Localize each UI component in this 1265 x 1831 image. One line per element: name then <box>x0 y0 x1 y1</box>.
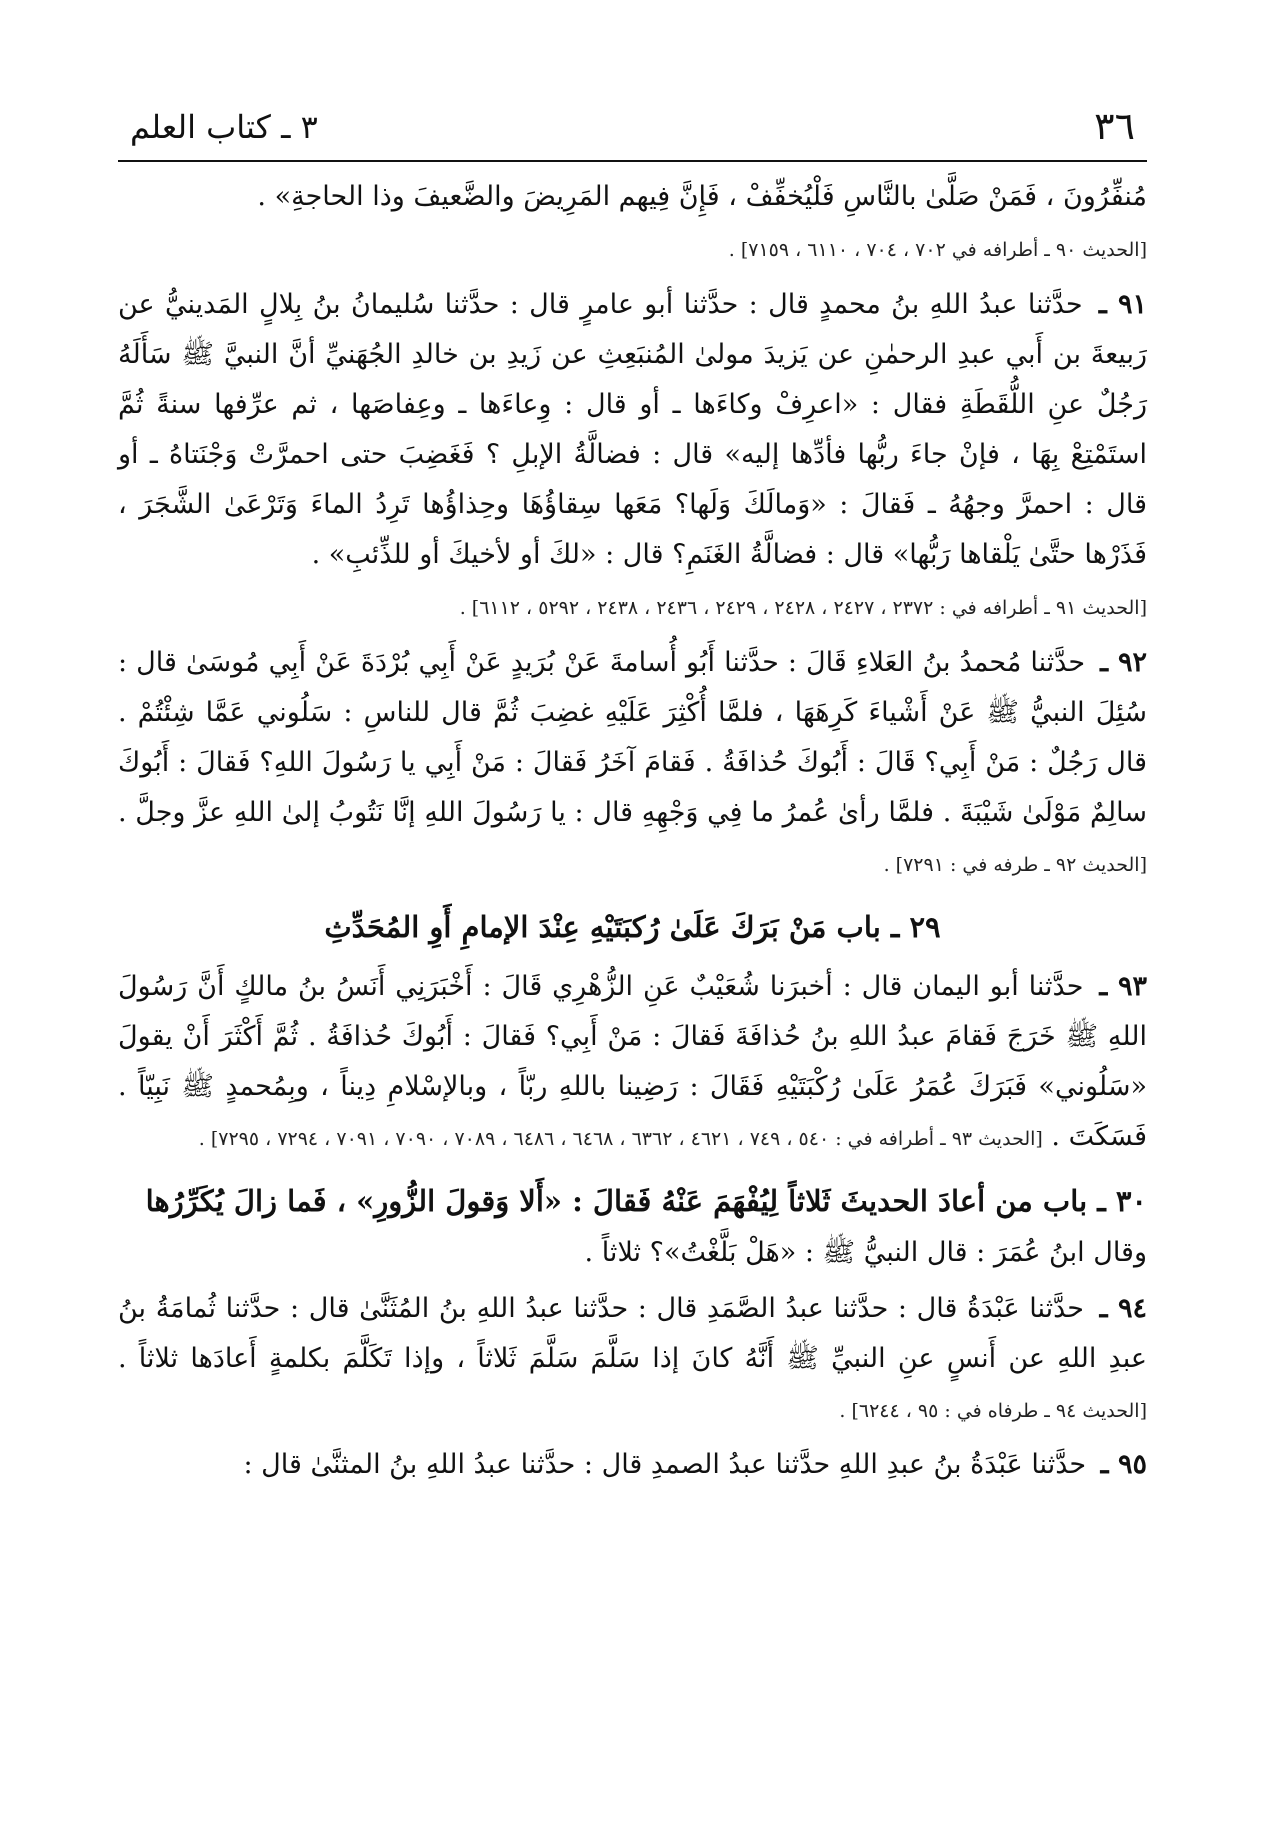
page-number: ٣٦ <box>1094 104 1135 148</box>
hadith-92 <box>118 638 1147 888</box>
paragraph-hadith-90-end: مُنفِّرُونَ ، فَمَنْ صَلَّىٰ بالنَّاسِ فَلْيُخفِّفْ ، فَإِنَّ فِيهم المَرِيضَ والضَّعيفَ وذا الحاجةِ» . <box>257 181 1147 212</box>
hadith-91-text: حدَّثنا عبدُ اللهِ بنُ محمدٍ قال : حدَّثنا أبو عامرٍ قال : حدَّثنا سُليمانُ بنُ بِلالٍ المَدينيُّ عن رَبيعةَ بن أَبي عبدِ الرحمٰنِ عن يَزيدَ مولىٰ المُنبَعِثِ عن زَيدِ بن خالدِ الجُهَنيِّ أنَّ النبيَّ ﷺ سَأَلَهُ رَجُلٌ عنِ اللُّقَطَةِ فقال : «اعرِفْ وكاءَها ـ أو قال : وِعاءَها ـ وعِفاصَها ، ثم عرِّفها سنةً ثُمَّ استَمْتِعْ بِهَا ، فإنْ جاءَ ربُّها فأدِّها إليه» قال : فضالَّةُ الإبلِ ؟ فَغَضِبَ حتى احمرَّتْ وَجْنَتاهُ ـ أو قال : احمرَّ وجهُهُ ـ فَقالَ : «وَمالَكَ وَلَها؟ مَعَها سِقاؤُهَا وحِذاؤُها تَرِدُ الماءَ وَتَرْعَىٰ الشَّجَرَ ، فَذَرْها حتَّىٰ يَلْقاها رَبُّها» قال : فضالَّةُ الغَنَمِ؟ قال : «لكَ أو لأخيكَ أو للذِّئبِ» . <box>118 289 1147 570</box>
reference-hadith-90: [الحديث ٩٠ ـ أطرافه في ٧٠٢ ، ٧٠٤ ، ٦١١٠ ، ٧١٥٩] . <box>728 239 1147 261</box>
reference-hadith-91: [الحديث ٩١ ـ أطرافه في : ٢٣٧٢ ، ٢٤٢٧ ، ٢٤٢٨ ، ٢٤٢٩ ، ٢٤٣٦ ، ٢٤٣٨ ، ٥٢٩٢ ، ٦١١٢] . <box>459 597 1147 619</box>
hadith-92-number: ٩٢ ـ <box>1100 647 1147 678</box>
page-header <box>118 100 1147 162</box>
hadith-95-text: حدَّثنا عَبْدَةُ بنُ عبدِ اللهِ حدَّثنا عبدُ الصمدِ قال : حدَّثنا عبدُ اللهِ بنُ المثنَّىٰ قال : <box>243 1449 1087 1480</box>
hadith-95-number: ٩٥ ـ <box>1100 1449 1147 1480</box>
chapter-30-heading: ٣٠ ـ باب من أعادَ الحديثَ ثَلاثاً لِيُفْهَمَ عَنْهُ فَقالَ : «أَلا وَقولَ الزُّورِ» ، فَما زالَ يُكَرِّرُها <box>145 1184 1147 1218</box>
hadith-94-text: حدَّثنا عَبْدَةُ قال : حدَّثنا عبدُ الصَّمَدِ قال : حدَّثنا عبدُ اللهِ بنُ المُثَنَّىٰ قال : حدَّثنا ثُمامَةُ بنُ عبدِ اللهِ عن أَنسٍ عنِ النبيِّ ﷺ أَنَّهُ كانَ إذا سَلَّمَ سَلَّمَ ثَلاثاً ، وإذا تَكَلَّمَ بكلمةٍ أَعادَها ثلاثاً . <box>118 1293 1147 1374</box>
hadith-93-text: حدَّثنا أبو اليمان قال : أخبرَنا شُعَيْبٌ عَنِ الزُّهْرِي قَالَ : أَخْبَرَنِي أَنَسُ بنُ مالكٍ أَنَّ رَسُولَ اللهِ ﷺ خَرَجَ فَقامَ عبدُ اللهِ بنُ حُذافَةَ فَقالَ : مَنْ أَبِي؟ فَقالَ : أَبُوكَ حُذافَةُ . ثُمَّ أَكْثَرَ أَنْ يقولَ «سَلُوني» فَبَرَكَ عُمَرُ عَلَىٰ رُكْبَتَيْهِ فَقَالَ : رَضِينا باللهِ ربّاً ، وبالإسْلامِ دِيناً ، وبِمُحمدٍ ﷺ نَبِيّاً . فَسَكَتَ . <box>118 971 1147 1152</box>
chapter-30-note: وقال ابنُ عُمَرَ : قال النبيُّ ﷺ : «هَلْ بَلَّغْتُ»؟ ثلاثاً . <box>584 1237 1147 1268</box>
hadith-92-text: حدَّثنا مُحمدُ بنُ العَلاءِ قَالَ : حدَّثنا أَبُو أُسامةَ عَنْ بُرَيدٍ عَنْ أَبِي بُرْدَةَ عَنْ أَبِي مُوسَىٰ قال : سُئِلَ النبيُّ ﷺ عَنْ أَشْياءَ كَرِهَهَا ، فلمَّا أُكْثِرَ عَلَيْهِ غضِبَ ثُمَّ قال للناسِ : سَلُوني عَمَّا شِئْتُمْ . قال رَجُلٌ : مَنْ أَبِي؟ قَالَ : أَبُوكَ حُذافَةُ . فَقامَ آخَرُ فَقالَ : مَنْ أَبِي يا رَسُولَ اللهِ؟ فَقالَ : أَبُوكَ سالِمٌ مَوْلَىٰ شَيْبَةَ . فلمَّا رأىٰ عُمرُ ما فِي وَجْهِهِ قال : يا رَسُولَ اللهِ إنَّا نَتُوبُ إلىٰ اللهِ عزَّ وجلَّ . <box>118 647 1147 828</box>
chapter-29-heading: ٢٩ ـ باب مَنْ بَرَكَ عَلَىٰ رُكبَتَيْهِ عِنْدَ الإمامِ أَوِ المُحَدِّثِ <box>324 910 941 944</box>
hadith-94 <box>118 1284 1147 1434</box>
reference-hadith-94: [الحديث ٩٤ ـ طرفاه في : ٩٥ ، ٦٢٤٤] . <box>839 1400 1147 1422</box>
hadith-95 <box>118 1440 1147 1490</box>
hadith-91 <box>118 280 1147 580</box>
hadith-91-number: ٩١ ـ <box>1098 289 1147 320</box>
hadith-94-number: ٩٤ ـ <box>1099 1293 1147 1324</box>
hadith-93-number: ٩٣ ـ <box>1099 971 1148 1002</box>
hadith-93 <box>118 962 1147 1162</box>
book-title: ٣ ـ كتاب العلم <box>130 108 318 146</box>
reference-hadith-92: [الحديث ٩٢ ـ طرفه في : ٧٢٩١] . <box>883 854 1147 876</box>
reference-hadith-93: [الحديث ٩٣ ـ أطرافه في : ٥٤٠ ، ٧٤٩ ، ٤٦٢١ ، ٦٣٦٢ ، ٦٤٦٨ ، ٦٤٨٦ ، ٧٠٨٩ ، ٧٠٩٠ ، ٧٠٩١ ، ٧٢٩٤ ، ٧٢٩٥] . <box>198 1128 1043 1150</box>
page-body <box>118 172 1147 1490</box>
